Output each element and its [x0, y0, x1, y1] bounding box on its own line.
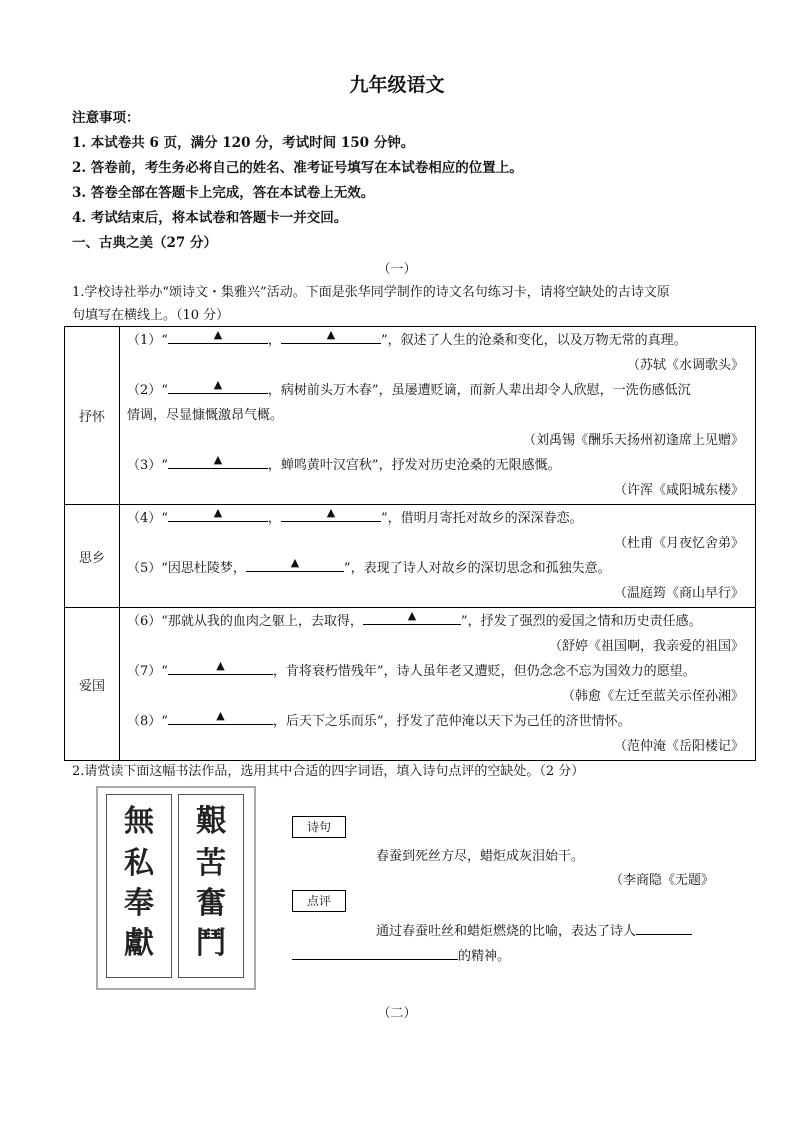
poem-source: （李商隐《无题》 — [610, 873, 715, 888]
source: （舒婷《祖国啊，我亲爱的祖国》 — [548, 639, 744, 654]
calligraphy-panel-right: 艱 苦 奮 鬥 — [178, 794, 244, 978]
comment-answer-blank-cont[interactable] — [292, 947, 458, 960]
answer-blank[interactable]: ▲ — [168, 456, 268, 469]
calligraphy-panel-left: 無 私 奉 獻 — [106, 794, 172, 978]
page-title: 九年级语文 — [349, 74, 445, 96]
item-2: （2）“ ▲ ，病树前头万木春”，虽屡遭贬谪，而新人辈出却令人欣慰，一洗伤感低沉 — [127, 378, 691, 398]
item-4: （4）“ ▲ ， ▲ ”，借明月寄托对故乡的深深眷恋。 — [127, 506, 583, 526]
item-3: （3）“ ▲ ，蝉鸣黄叶汉宫秋”，抒发对历史沧桑的无限感慨。 — [127, 453, 561, 473]
source: （苏轼《水调歌头》 — [626, 358, 744, 373]
question-2-text: 2.请赏读下面这幅书法作品，选用其中合适的四字词语，填入诗句点评的空缺处。（2 分） — [72, 764, 585, 779]
poem-label: 诗句 — [292, 816, 346, 838]
notice-item: 3. 答卷全部在答题卡上完成，答在本试卷上无效。 — [72, 185, 375, 201]
answer-blank[interactable]: ▲ — [168, 662, 273, 675]
question-1-text-cont: 句填写在横线上。（10 分） — [72, 308, 230, 323]
comment-label: 点评 — [292, 890, 346, 912]
item-5: （5）“因思杜陵梦， ▲ ”，表现了诗人对故乡的深切思念和孤独失意。 — [127, 556, 611, 576]
notice-item: 2. 答卷前，考生务必将自己的姓名、准考证号填写在本试卷相应的位置上。 — [72, 160, 523, 176]
part-two-marker: （二） — [377, 1006, 417, 1021]
comment-answer-blank[interactable] — [636, 922, 692, 935]
question-1-text: 1.学校诗社举办“颂诗文・集雅兴”活动。下面是张华同学制作的诗文名句练习卡，请将空缺处的古诗文原 — [72, 285, 670, 300]
notice-item: 4. 考试结束后，将本试卷和答题卡一并交回。 — [72, 210, 348, 226]
comment-line-1: 通过春蚕吐丝和蜡炬燃烧的比喻，表达了诗人 — [376, 920, 692, 939]
item-8: （8）“ ▲ ，后天下之乐而乐”，抒发了范仲淹以天下为己任的济世情怀。 — [127, 709, 631, 729]
source: （韩愈《左迁至蓝关示侄孙湘》 — [561, 689, 744, 704]
answer-blank[interactable]: ▲ — [168, 381, 268, 394]
notice-heading: 注意事项： — [72, 110, 140, 126]
practice-card-table — [64, 326, 756, 761]
item-6: （6）“那就从我的血肉之躯上，去取得， ▲ ”，抒发了强烈的爱国之情和历史责任感。 — [127, 609, 702, 629]
category-sixiang: 思乡 — [65, 505, 120, 608]
source: （杜甫《月夜忆舍弟》 — [613, 536, 744, 551]
item-7: （7）“ ▲ ，肯将衰朽惜残年”，诗人虽年老又遭贬，但仍念念不忘为国效力的愿望。 — [127, 659, 696, 679]
item-1: （1）“ ▲ ， ▲ ”，叙述了人生的沧桑和变化，以及万物无常的真理。 — [127, 328, 687, 348]
answer-blank[interactable]: ▲ — [363, 612, 461, 625]
item-2-cont: 情调，尽显慷慨激昂气概。 — [127, 408, 284, 423]
answer-blank[interactable]: ▲ — [168, 331, 268, 344]
source: （温庭筠《商山早行》 — [613, 586, 744, 601]
part-one-marker: （一） — [377, 262, 417, 277]
answer-blank[interactable]: ▲ — [281, 509, 381, 522]
section-heading: 一、古典之美（27 分） — [72, 235, 217, 251]
source: （刘禹锡《酬乐天扬州初逢席上见赠》 — [522, 433, 744, 448]
calligraphy-artwork — [96, 786, 256, 990]
answer-blank[interactable]: ▲ — [168, 712, 273, 725]
answer-blank[interactable]: ▲ — [246, 559, 344, 572]
notice-item: 1. 本试卷共 6 页，满分 120 分，考试时间 150 分钟。 — [72, 135, 415, 151]
comment-line-2: 的精神。 — [292, 945, 510, 964]
answer-blank[interactable]: ▲ — [281, 331, 381, 344]
source: （许浑《咸阳城东楼》 — [613, 483, 744, 498]
category-aiguo: 爱国 — [65, 608, 120, 761]
category-shuhuai: 抒怀 — [65, 327, 120, 505]
source: （范仲淹《岳阳楼记》 — [613, 739, 744, 754]
poem-line: 春蚕到死丝方尽，蜡炬成灰泪始干。 — [376, 849, 585, 864]
answer-blank[interactable]: ▲ — [168, 509, 268, 522]
